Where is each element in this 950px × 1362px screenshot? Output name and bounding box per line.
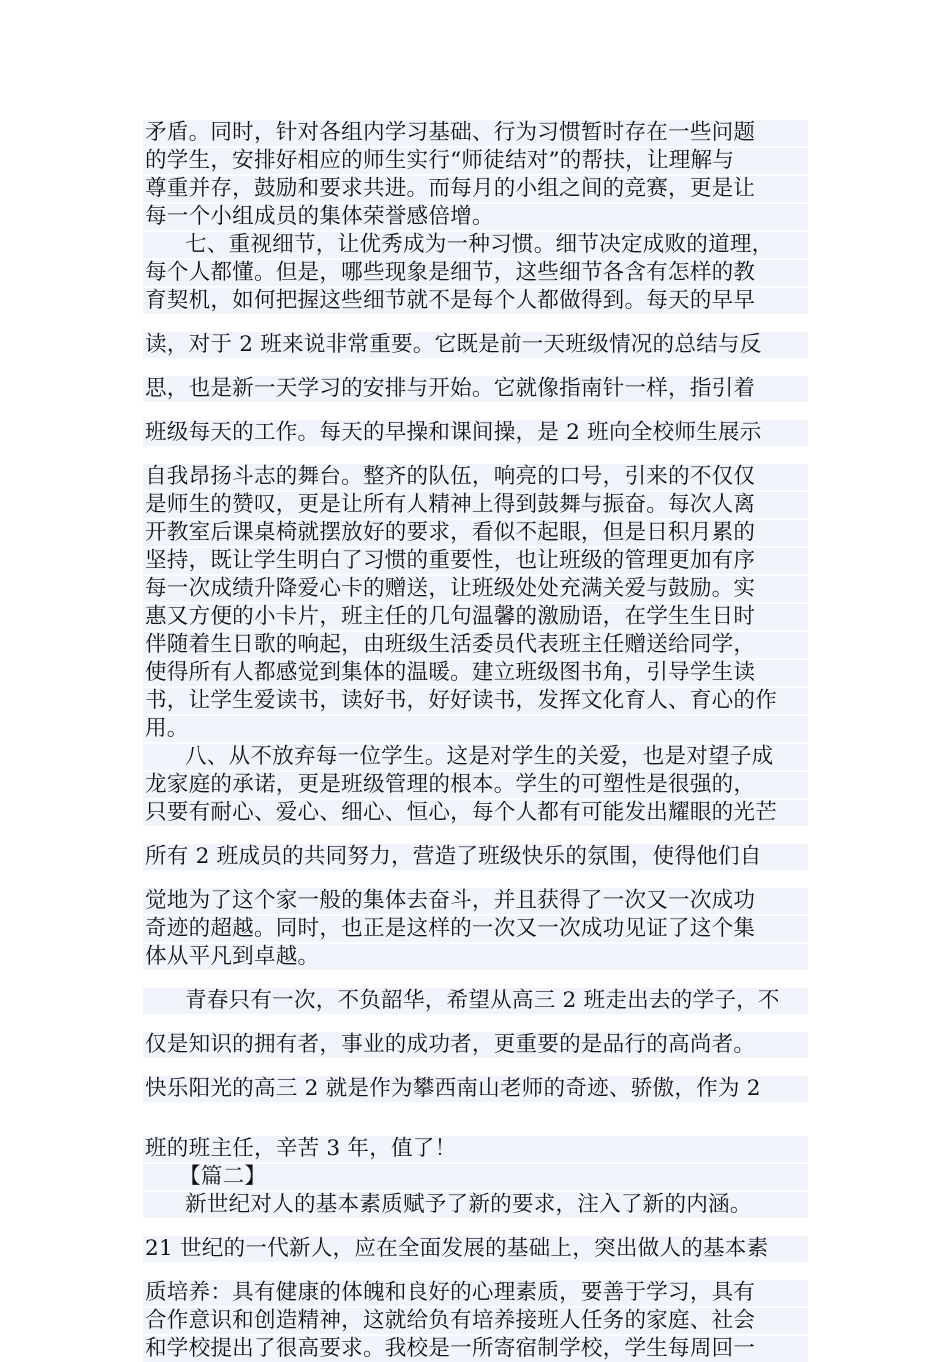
text-line: 和学校提出了很高要求。我校是一所寄宿制学校，学生每周回一	[143, 1336, 808, 1362]
closing-paragraph-line: 青春只有一次，不负韶华，希望从高三 2 班走出去的学子，不	[143, 988, 808, 1014]
text-line: 班的班主任，辛苦 3 年，值了！	[143, 1136, 808, 1162]
text-line: 书，让学生爱读书，读好书，好好读书，发挥文化育人、育心的作	[143, 688, 808, 714]
section-heading-part-two: 【篇二】	[143, 1164, 808, 1190]
text-line: 仅是知识的拥有者，事业的成功者，更重要的是品行的高尚者。	[143, 1032, 808, 1058]
text-line: 读，对于 2 班来说非常重要。它既是前一天班级情况的总结与反	[143, 332, 808, 358]
text-line: 使得所有人都感觉到集体的温暖。建立班级图书角，引导学生读	[143, 660, 808, 686]
text-line: 每一次成绩升降爱心卡的赠送，让班级处处充满关爱与鼓励。实	[143, 576, 808, 602]
text-line: 龙家庭的承诺，更是班级管理的根本。学生的可塑性是很强的，	[143, 772, 808, 798]
text-line: 奇迹的超越。同时，也正是这样的一次又一次成功见证了这个集	[143, 916, 808, 942]
text-line: 21 世纪的一代新人，应在全面发展的基础上，突出做人的基本素	[143, 1236, 808, 1262]
text-line: 思，也是新一天学习的安排与开始。它就像指南针一样，指引着	[143, 376, 808, 402]
text-line: 质培养：具有健康的体魄和良好的心理素质，要善于学习，具有	[143, 1280, 808, 1306]
text-line: 自我昂扬斗志的舞台。整齐的队伍，响亮的口号，引来的不仅仅	[143, 464, 808, 490]
text-line: 开教室后课桌椅就摆放好的要求，看似不起眼，但是日积月累的	[143, 520, 808, 546]
text-line: 新世纪对人的基本素质赋予了新的要求，注入了新的内涵。	[143, 1192, 808, 1218]
text-line: 体从平凡到卓越。	[143, 944, 808, 970]
section-seven-heading-line: 七、重视细节，让优秀成为一种习惯。细节决定成败的道理，	[143, 232, 808, 258]
document-body	[143, 120, 808, 1362]
section-eight-heading-line: 八、从不放弃每一位学生。这是对学生的关爱，也是对望子成	[143, 744, 808, 770]
text-line: 的学生，安排好相应的师生实行“师徒结对”的帮扶，让理解与	[143, 148, 808, 174]
text-line: 觉地为了这个家一般的集体去奋斗，并且获得了一次又一次成功	[143, 888, 808, 914]
text-line: 是师生的赞叹，更是让所有人精神上得到鼓舞与振奋。每次人离	[143, 492, 808, 518]
text-line: 每一个小组成员的集体荣誉感倍增。	[143, 204, 808, 230]
text-line: 育契机，如何把握这些细节就不是每个人都做得到。每天的早早	[143, 288, 808, 314]
text-line: 惠又方便的小卡片，班主任的几句温馨的激励语，在学生生日时	[143, 604, 808, 630]
text-line: 快乐阳光的高三 2 就是作为攀西南山老师的奇迹、骄傲，作为 2	[143, 1076, 808, 1102]
text-line: 每个人都懂。但是，哪些现象是细节，这些细节各含有怎样的教	[143, 260, 808, 286]
text-line: 伴随着生日歌的响起，由班级生活委员代表班主任赠送给同学，	[143, 632, 808, 658]
text-line: 所有 2 班成员的共同努力，营造了班级快乐的氛围，使得他们自	[143, 844, 808, 870]
text-line: 班级每天的工作。每天的早操和课间操，是 2 班向全校师生展示	[143, 420, 808, 446]
text-line: 只要有耐心、爱心、细心、恒心，每个人都有可能发出耀眼的光芒	[143, 800, 808, 826]
text-line: 用。	[143, 716, 808, 742]
text-line: 坚持，既让学生明白了习惯的重要性，也让班级的管理更加有序	[143, 548, 808, 574]
text-line: 矛盾。同时，针对各组内学习基础、行为习惯暂时存在一些问题	[143, 120, 808, 146]
text-line: 合作意识和创造精神，这就给负有培养接班人任务的家庭、社会	[143, 1308, 808, 1334]
text-line: 尊重并存，鼓励和要求共进。而每月的小组之间的竞赛，更是让	[143, 176, 808, 202]
